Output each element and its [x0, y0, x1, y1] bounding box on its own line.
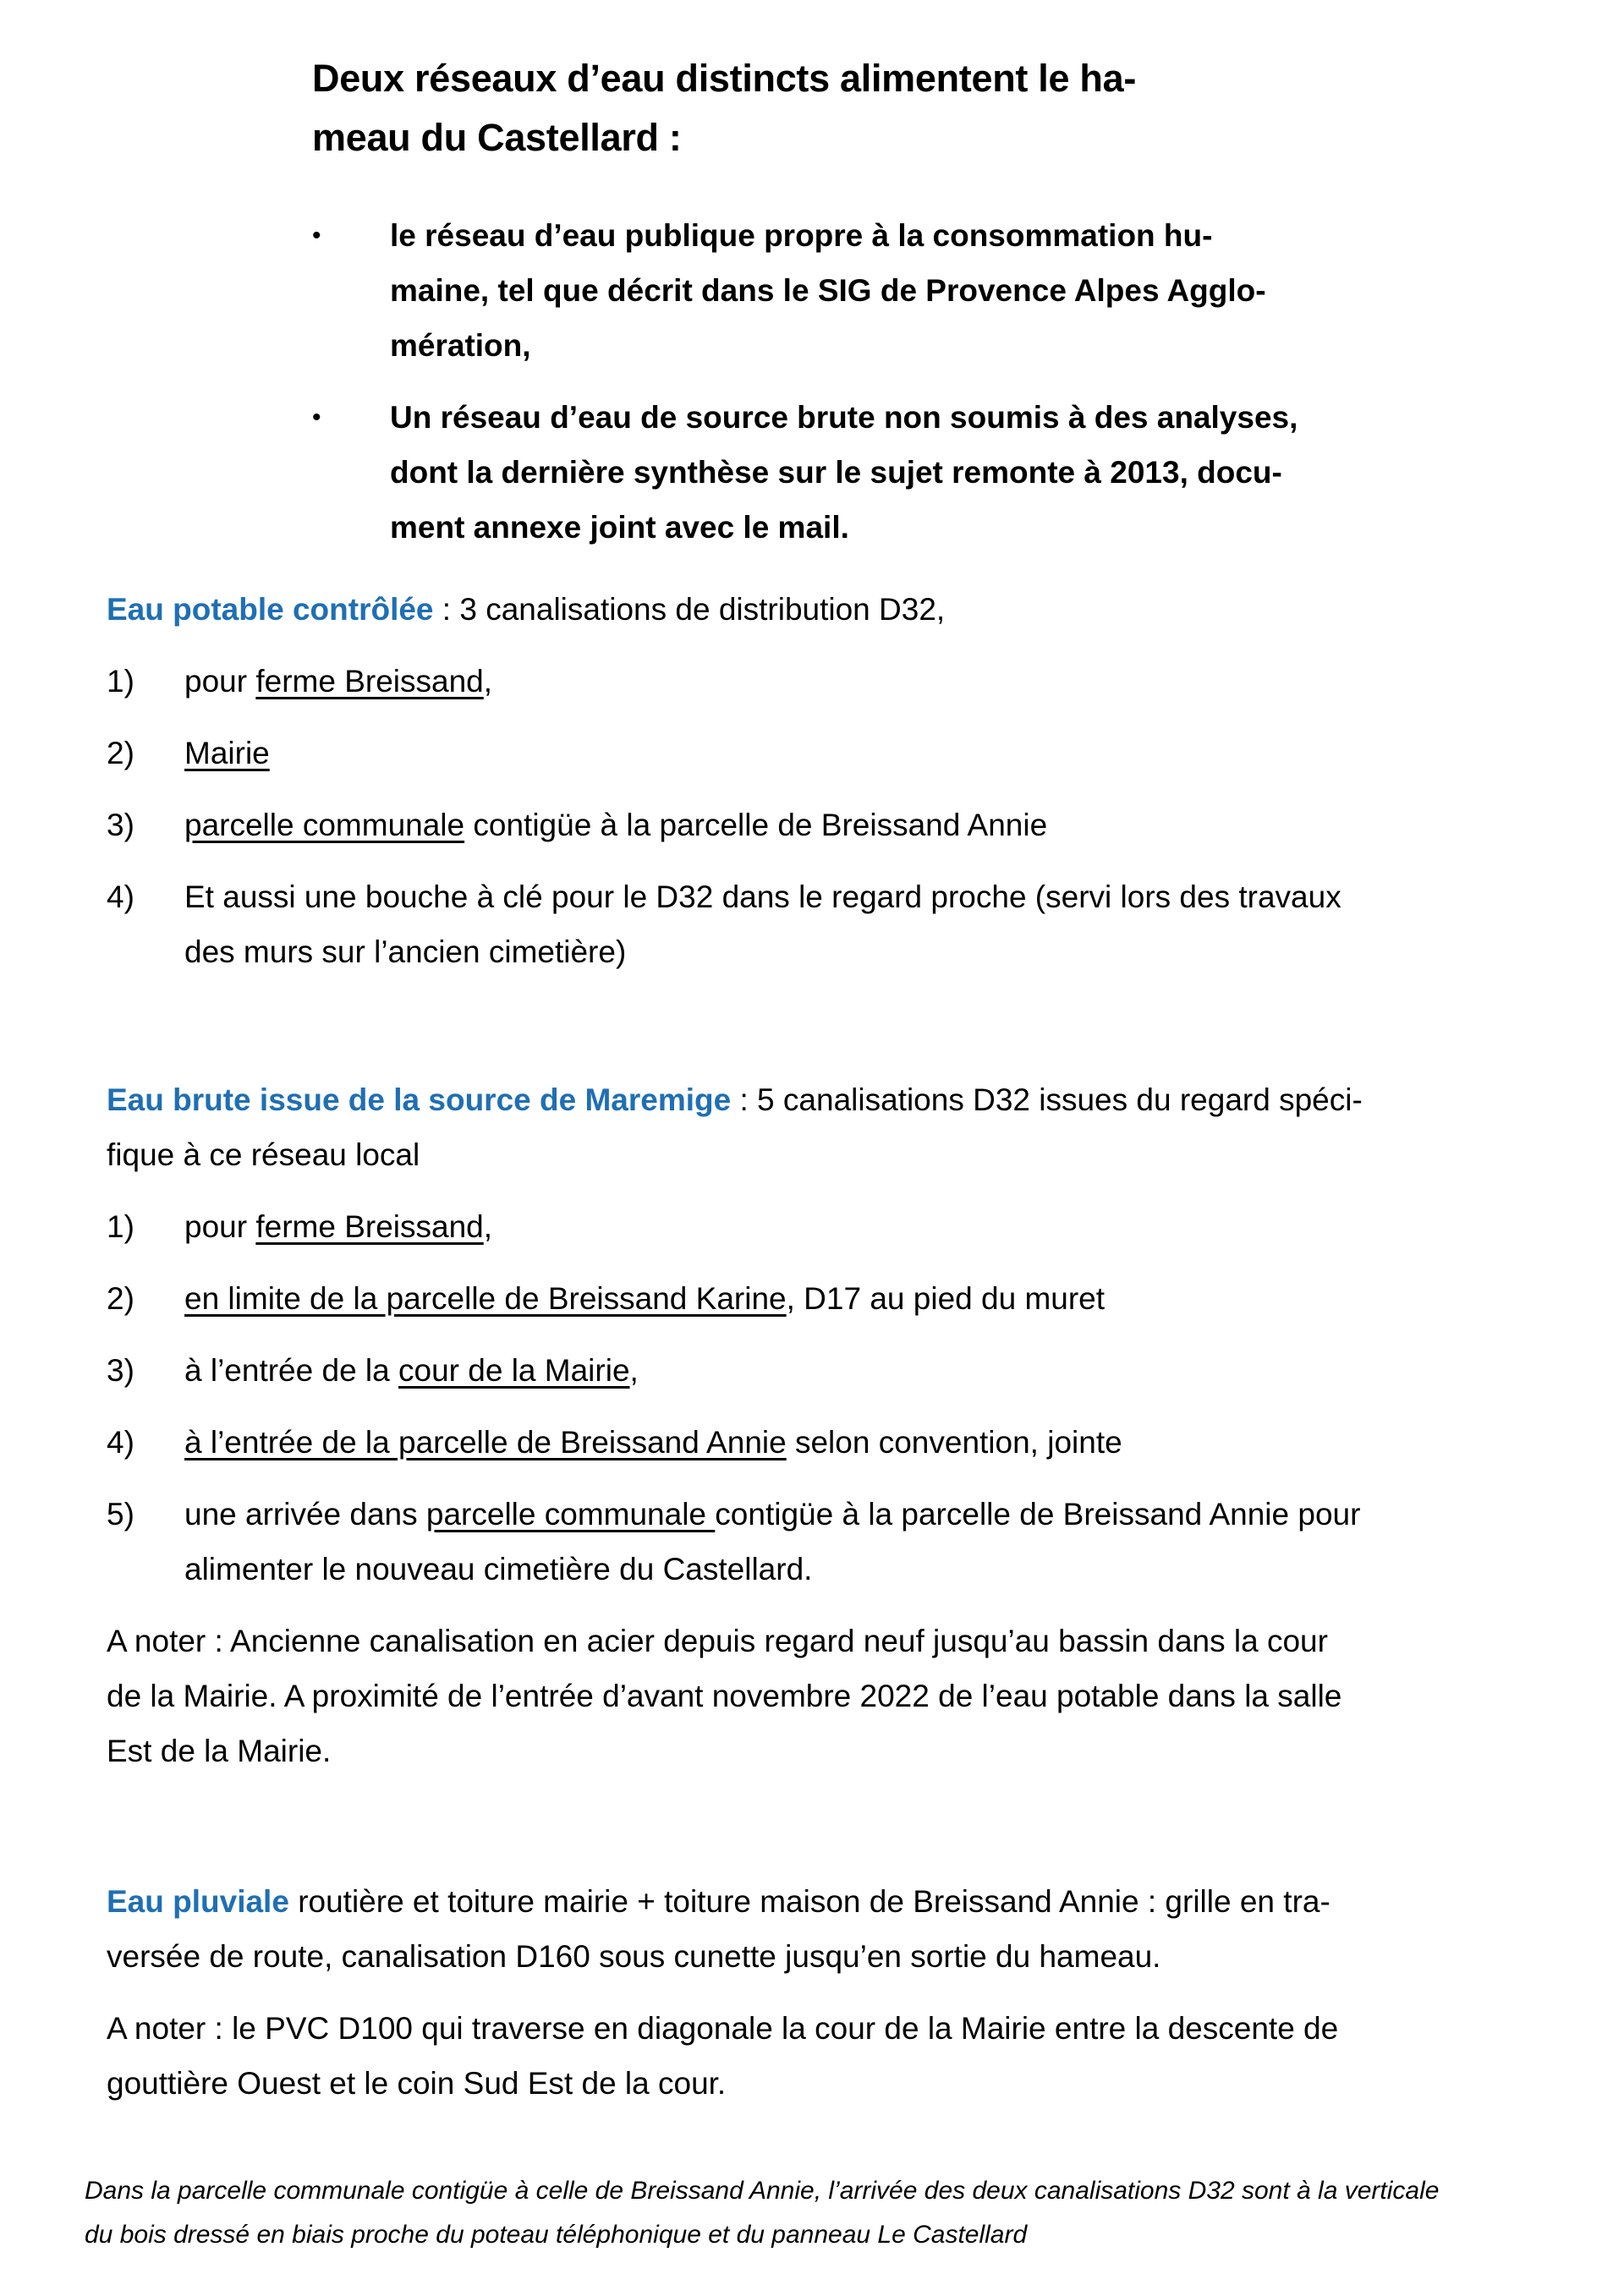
underlined-text: en limite de la parcelle de Breissand Karine [184, 1281, 787, 1316]
item-text: , [629, 1353, 639, 1388]
item-text: pour [184, 1209, 256, 1244]
bullet-line: maine, tel que décrit dans le SIG de Provence Alpes Agglo- [390, 273, 1266, 308]
item-number: 2) [107, 736, 134, 770]
item-text: Et aussi une bouche à clé pour le D32 dans le regard proche (servi lors des travaux [184, 879, 1341, 914]
bullet-dot-icon: • [312, 403, 321, 431]
section-heading: Eau potable contrôlée [107, 592, 434, 627]
item-number: 3) [107, 808, 134, 842]
underlined-text: Mairie [184, 736, 270, 770]
item-number: 3) [107, 1353, 134, 1388]
numbered-list [107, 654, 1528, 979]
item-text: une arrivée dans [184, 1497, 426, 1532]
list-item [107, 797, 1528, 852]
item-number: 1) [107, 664, 134, 699]
section-intro-text: : 3 canalisations de distribution D32, [433, 592, 946, 627]
bullet-item [312, 390, 1412, 555]
item-text: , D17 au pied du muret [786, 1281, 1106, 1316]
section-intro-text: versée de route, canalisation D160 sous cunette jusqu’en sortie du hameau. [107, 1939, 1161, 1974]
underlined-text: à l’entrée de la parcelle de Breissand Annie [184, 1425, 787, 1460]
underlined-text: parcelle communale [425, 1497, 716, 1532]
list-item [107, 1199, 1528, 1254]
bullet-line: Un réseau d’eau de source brute non soumis à des analyses, [390, 400, 1298, 435]
section-intro-text: : 5 canalisations D32 issues du regard spéci- [731, 1082, 1363, 1117]
list-item [107, 1415, 1528, 1470]
bullet-line: mération, [390, 328, 531, 363]
section-heading: Eau pluviale [107, 1884, 289, 1919]
bullet-line: ment annexe joint avec le mail. [390, 510, 849, 545]
item-number: 4) [107, 1425, 134, 1460]
item-text: alimenter le nouveau cimetière du Castellard. [184, 1552, 813, 1586]
note-paragraph [107, 1614, 1528, 1778]
list-item [107, 1487, 1528, 1597]
list-item [107, 1343, 1528, 1398]
numbered-list [107, 1199, 1528, 1597]
caption-line: du bois dressé en biais proche du poteau téléphonique et du panneau Le Castellard [85, 2221, 1028, 2249]
underlined-text: cour de la Mairie [398, 1353, 630, 1388]
bullet-line: le réseau d’eau publique propre à la consommation hu- [390, 218, 1213, 253]
item-text: contigüe à la parcelle de Breissand Annie [464, 808, 1048, 842]
list-item [107, 1271, 1528, 1326]
item-text: , [483, 1209, 493, 1244]
item-number: 1) [107, 1209, 134, 1244]
item-text: des murs sur l’ancien cimetière) [184, 934, 627, 969]
note-line: A noter : Ancienne canalisation en acier depuis regard neuf jusqu’au bassin dans la cour [107, 1624, 1328, 1658]
item-text: pour [184, 664, 256, 699]
item-text: , [483, 664, 493, 699]
title-line: meau du Castellard : [312, 116, 682, 159]
list-item [107, 726, 1528, 781]
section-intro-text: fique à ce réseau local [107, 1137, 420, 1172]
section-intro [107, 1874, 1528, 1929]
bullet-item [312, 208, 1412, 373]
section-intro [107, 582, 1528, 637]
item-number: 4) [107, 879, 134, 914]
underlined-text: parcelle communale [184, 808, 465, 842]
item-text: contigüe à la parcelle de Breissand Annie pour [715, 1497, 1361, 1532]
list-item [107, 654, 1528, 709]
list-item [107, 869, 1528, 979]
photo-caption [85, 2169, 1556, 2257]
note-line: Est de la Mairie. [107, 1734, 332, 1768]
bullet-dot-icon: • [312, 222, 321, 249]
underlined-text: ferme Breissand [255, 1209, 484, 1244]
pluviale-section [107, 1874, 1528, 2111]
section-intro-text: routière et toiture mairie + toiture maison de Breissand Annie : grille en tra- [288, 1884, 1330, 1919]
note-line: gouttière Ouest et le coin Sud Est de la cour. [107, 2066, 727, 2101]
brute-section [107, 1072, 1528, 1778]
note-line: A noter : le PVC D100 qui traverse en diagonale la cour de la Mairie entre la descente de [107, 2011, 1339, 2046]
potable-section [107, 582, 1528, 979]
page-title [312, 49, 1293, 167]
item-text: à l’entrée de la [184, 1353, 399, 1388]
title-line: Deux réseaux d’eau distincts alimentent le ha- [312, 57, 1137, 100]
caption-line: Dans la parcelle communale contigüe à celle de Breissand Annie, l’arrivée des deux canalisations D32 sont à la verticale [85, 2177, 1440, 2205]
section-intro [107, 1072, 1528, 1127]
bullet-line: dont la dernière synthèse sur le sujet remonte à 2013, docu- [390, 455, 1282, 490]
section-heading: Eau brute issue de la source de Maremige [107, 1082, 732, 1117]
note-paragraph [107, 2001, 1528, 2111]
note-line: de la Mairie. A proximité de l’entrée d’avant novembre 2022 de l’eau potable dans la salle [107, 1679, 1342, 1713]
item-number: 5) [107, 1497, 134, 1532]
item-text: selon convention, jointe [786, 1425, 1122, 1460]
underlined-text: ferme Breissand [255, 664, 484, 699]
intro-bullet-list [312, 208, 1412, 572]
item-number: 2) [107, 1281, 134, 1316]
